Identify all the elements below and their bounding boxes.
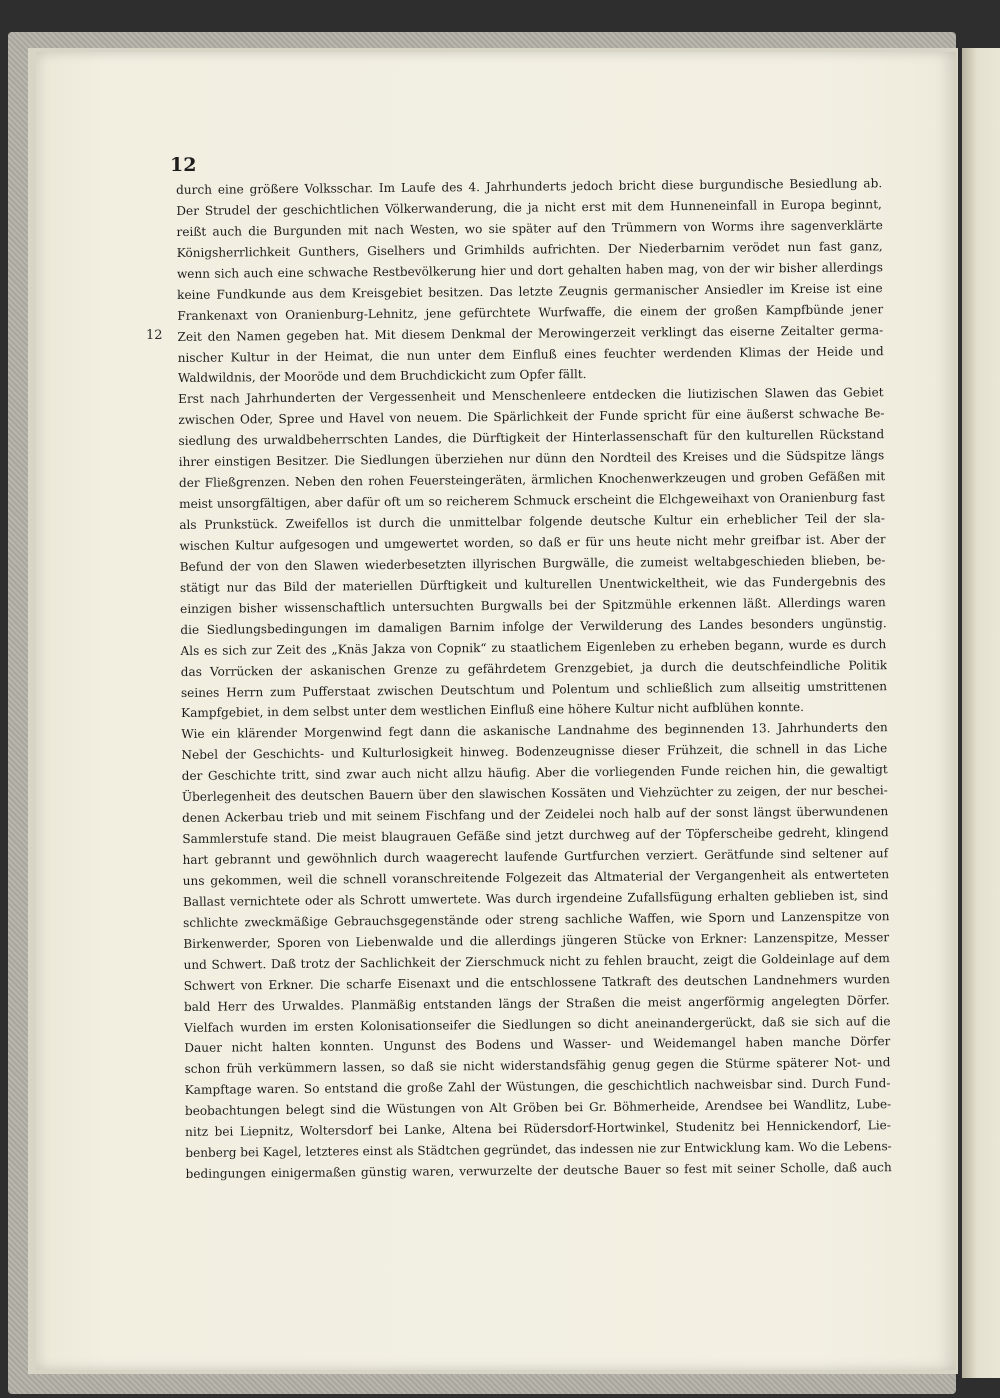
text-line: hart gebrannt und gewöhnlich durch waagerecht laufende Gurtfurchen verziert. Gerätfunde sind seltener auf (182, 846, 889, 867)
text-line: als Prunkstück. Zweifellos ist durch die unmittelbar folgende deutsche Kultur ein erheblicher Teil der sla- (179, 511, 885, 532)
text-line: Königsherrlichkeit Gunthers, Giselhers und Grimhilds aufrichten. Der Niederbarnim verödet nun fast ganz, (176, 239, 883, 260)
text-line: keine Fundkunde aus dem Kreisgebiet besitzen. Das letzte Zeugnis germanischer Ansiedler im Kreise ist eine (177, 280, 883, 302)
text-line: Kampfgebiet, in dem selbst unter dem westlichen Einfluß eine höhere Kultur nicht aufblühen konnte. (181, 700, 805, 721)
text-line: der Fließgrenzen. Neben den rohen Feuersteingeräten, ärmlichen Knochenwerkzeugen und groben Gefäßen mit (178, 469, 885, 491)
text-line: wenn sich auch eine schwache Restbevölkerung hier und dort gehalten haben mag, von der wir bisher allerdings (176, 259, 883, 281)
text-line: bedingungen einigermaßen günstig waren, verwurzelte der deutsche Bauer so fest mit seiner Scholle, daß auch (185, 1160, 892, 1182)
text-line: Birkenwerder, Sporen von Liebenwalde und die allerdings jüngeren Stücke von Erkner: Lanzenspitze, Messer (183, 929, 890, 951)
text-line: stätigt nur das Bild der materiellen Dürftigkeit und kulturellen Unentwickeltheit, wie das Fundergebnis des (179, 574, 886, 595)
text-line: nitz bei Liepnitz, Woltersdorf bei Lanke, Altena bei Rüdersdorf-Hortwinkel, Studenitz bei Hennickendorf, Lie- (185, 1118, 891, 1140)
text-line: der Geschichte tritt, sind zwar auch nicht allzu häufig. Aber die vorliegenden Funde reichen hin, die gewaltigt (181, 762, 888, 784)
text-line: und Schwert. Daß trotz der Sachlichkeit der Zierschmuck nicht zu fehlen braucht, zeigt die Goldeinlage auf dem (183, 950, 890, 972)
text-line: Dauer nicht halten konnten. Ungunst des Bodens und Wasser- und Weidemangel haben manche Dörfer (184, 1034, 891, 1056)
text-line: reißt auch die Burgunden mit nach Westen, wo sie später auf den Trümmern von Worms ihre sagenverklärte (176, 218, 883, 239)
text-line: zwischen Oder, Spree und Havel von neuem. Die Spärlichkeit der Funde spricht für eine äußerst schwache Be- (178, 406, 885, 428)
text-line: Überlegenheit des deutschen Bauern über den slawischen Kossäten und Viehzüchter zu zeigen, der nur beschei- (181, 783, 888, 805)
text-line: die Siedlungsbedingungen im damaligen Barnim infolge der Verwilderung des Landes besonders ungünstig. (180, 615, 887, 637)
body-text (176, 173, 892, 1185)
text-line: das Vorrücken der askanischen Grenze zu gefährdetem Grenzgebiet, ja durch die deutschfeindliche Politik (180, 657, 887, 679)
text-line: Als es sich zur Zeit des „Knäs Jakza von Copnik“ zu staatlichem Eigenleben zu erheben begann, wurde es durch (180, 636, 887, 658)
text-line: durch eine größere Volksschar. Im Laufe des 4. Jahrhunderts jedoch bricht diese burgundische Besiedlung ab. (176, 176, 883, 197)
text-line: ihrer einstigen Besitzer. Die Siedlungen überziehen nur dünn den Nordteil des Kreises und die Südspitze längs (178, 448, 885, 470)
text-line: Frankenaxt von Oranienburg-Lehnitz, jene gefürchtete Wurfwaffe, die einem der großen Kampfbünde jener (177, 301, 884, 323)
text-line: benberg bei Kagel, letzteres einst als Städtchen gegründet, das indessen nie zur Entwicklung kam. Wo die Lebens- (185, 1139, 892, 1161)
text-line: Vielfach wurden im ersten Kolonisationseifer die Siedlungen so dicht aneinandergerückt, daß sie sich auf die (184, 1013, 891, 1035)
facing-page-edge (962, 48, 1000, 1378)
text-line: schon früh verkümmern lassen, so daß sie nicht widerstandsfähig genug gegen die Stürme späterer Not- und (184, 1055, 891, 1077)
text-line: schlichte zweckmäßige Gebrauchsgegenstände oder streng sachliche Waffen, wie Sporn und Lanzenspitze von (183, 908, 890, 930)
text-line: siedlung des urwaldbeherrschten Landes, die Dürftigkeit der Hinterlassenschaft für den kulturellen Rückstand (178, 427, 885, 449)
text-line: Kampftage waren. So entstand die große Zahl der Wüstungen, die geschichtlich nachweisbar sind. Durch Fund- (184, 1076, 891, 1098)
text-line: Befund der von den Slawen wiederbesetzten illyrischen Burgwälle, die zumeist weltabgeschieden blieben, be- (179, 553, 886, 574)
text-line: wischen Kultur aufgesogen und umgewertet worden, so daß er für uns heute nicht mehr greifbar ist. Aber der (179, 532, 886, 553)
text-line: Wie ein klärender Morgenwind fegt dann die askanische Landnahme des beginnenden 13. Jahrhunderts den (181, 720, 888, 742)
text-line: einzigen bisher wissenschaftlich untersuchten Burgwalls bei der Spitzmühle erkennen läßt. Allerdings waren (180, 594, 886, 616)
text-line: Nebel der Geschichts- und Kulturlosigkeit hinweg. Bodenzeugnisse dieser Frühzeit, die schnell in das Liche (181, 741, 888, 763)
text-line: Zeit den Namen gegeben hat. Mit diesem Denkmal der Merowingerzeit verklingt das eiserne Zeitalter germa- (177, 322, 884, 344)
text-line: seines Herrn zum Pufferstaat zwischen Deutschtum und Polentum und schließlich zum allseitig umstrittenen (180, 678, 887, 700)
text-line: bald Herr des Urwaldes. Planmäßig entstanden längs der Straßen die meist angerförmig angelegten Dörfer. (183, 992, 890, 1014)
text-line: Waldwildnis, der Mooröde und dem Bruchdickicht zum Opfer fällt. (177, 367, 587, 386)
text-line: Ballast vernichtete oder als Schrott umwertete. Was durch irgendeine Zufallsfügung erhalten geblieben ist, sind (182, 888, 889, 909)
text-line: meist unsorgfältigen, aber dafür oft um so reicherem Schmuck erscheint die Elchgeweihaxt von Oranienburg fast (179, 490, 885, 512)
text-line: nischer Kultur in der Heimat, die nun unter dem Einfluß eines feuchter werdenden Klimas der Heide und (177, 343, 884, 365)
text-line: Erst nach Jahrhunderten der Vergessenheit und Menschenleere entdecken die liutizischen Slawen das Gebiet (178, 385, 884, 407)
page-number: 12 (170, 154, 197, 176)
text-line: uns gekommen, weil die schnell voranschreitende Folgezeit das Altmaterial der Vergangenheit als entwerteten (182, 867, 889, 888)
margin-line-number: 12 (146, 328, 163, 343)
text-line: denen Ackerbau trieb und mit seinem Fischfang und der Zeidelei noch halb auf der sonst längst überwundenen (182, 804, 889, 826)
text-line: Schwert von Erkner. Die scharfe Eisenaxt und die entschlossene Tatkraft des deutschen Landnehmers wurden (183, 971, 890, 993)
text-line: Sammlerstufe stand. Die meist blaugrauen Gefäße sind jetzt durchweg auf der Töpferscheibe gedreht, klingend (182, 825, 889, 847)
text-line: Der Strudel der geschichtlichen Völkerwanderung, die ja nicht erst mit dem Hunneneinfall in Europa beginnt, (176, 197, 882, 218)
text-line: beobachtungen belegt sind die Wüstungen von Alt Gröben bei Gr. Böhmerheide, Arendsee bei Wandlitz, Lube- (184, 1097, 892, 1119)
